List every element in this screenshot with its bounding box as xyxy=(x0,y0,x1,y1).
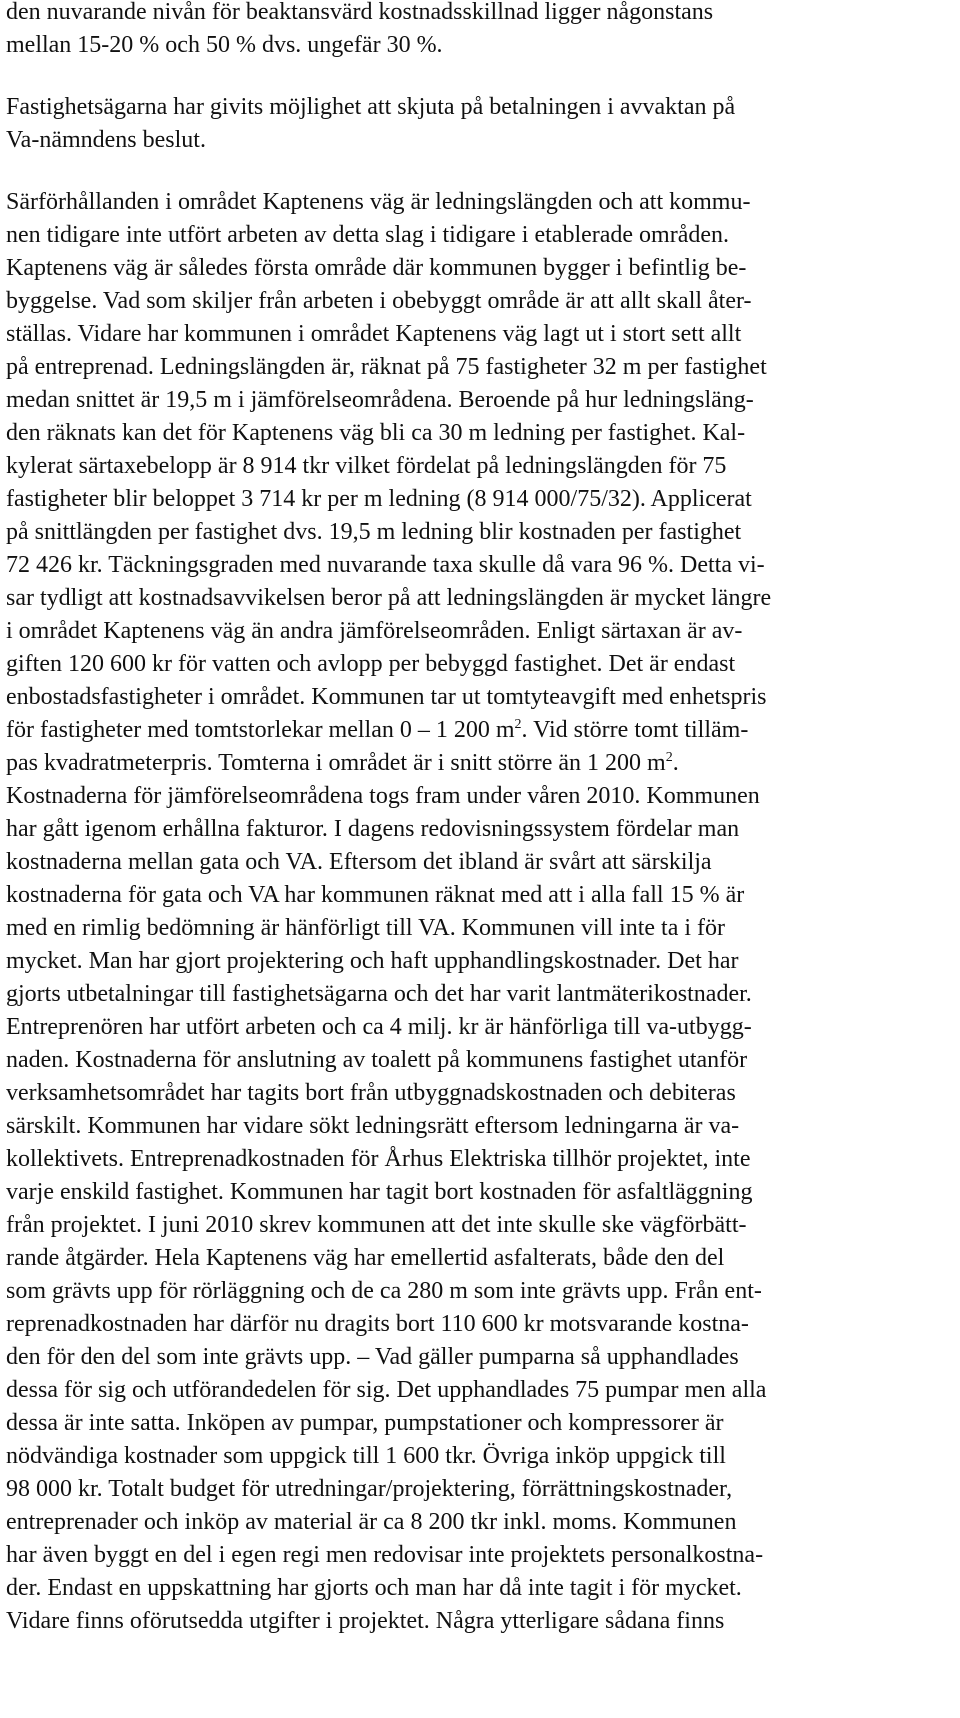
text-line: giften 120 600 kr för vatten och avlopp per bebyggd fastighet. Det är endast xyxy=(6,651,736,677)
text-line: gjorts utbetalningar till fastighetsägarna och det har varit lantmäterikostnader. xyxy=(6,981,752,1007)
text-line: kostnaderna mellan gata och VA. Eftersom det ibland är svårt att särskilja xyxy=(6,849,712,875)
text-line: Va-nämndens beslut. xyxy=(6,127,206,153)
text-line: på snittlängden per fastighet dvs. 19,5 m ledning blir kostnaden per fastighet xyxy=(6,519,742,545)
text-line: verksamhetsområdet har tagits bort från utbyggnadskostnaden och debiteras xyxy=(6,1080,736,1106)
text-line: byggelse. Vad som skiljer från arbeten i obebyggt område är att allt skall åter- xyxy=(6,288,752,314)
text-line: dessa för sig och utförandedelen för sig. Det upphandlades 75 pumpar men alla xyxy=(6,1377,767,1403)
text-segment: . xyxy=(672,750,679,776)
text-line: der. Endast en uppskattning har gjorts och man har då inte tagit i för mycket. xyxy=(6,1575,742,1601)
superscript: 2 xyxy=(665,750,673,765)
text-line: som grävts upp för rörläggning och de ca 280 m som inte grävts upp. Från ent- xyxy=(6,1278,762,1304)
text-segment: . Vid större tomt tilläm- xyxy=(521,717,749,743)
text-line: nen tidigare inte utfört arbeten av detta slag i tidigare i etablerade områden. xyxy=(6,222,730,248)
text-line: den räknats kan det för Kaptenens väg bli ca 30 m ledning per fastighet. Kal- xyxy=(6,420,746,446)
superscript: 2 xyxy=(514,717,522,732)
text-line: rande åtgärder. Hela Kaptenens väg har emellertid asfalterats, både den del xyxy=(6,1245,725,1271)
text-line: Särförhållanden i området Kaptenens väg är ledningslängden och att kommu- xyxy=(6,189,751,215)
text-line: dessa är inte satta. Inköpen av pumpar, pumpstationer och kompressorer är xyxy=(6,1410,724,1436)
text-line xyxy=(6,746,679,780)
text-line: entreprenader och inköp av material är ca 8 200 tkr inkl. moms. Kommunen xyxy=(6,1509,737,1535)
text-line: naden. Kostnaderna för anslutning av toalett på kommunens fastighet utanför xyxy=(6,1047,748,1073)
text-line: sar tydligt att kostnadsavvikelsen beror på att ledningslängden är mycket längre xyxy=(6,585,772,611)
text-line: 98 000 kr. Totalt budget för utredningar/projektering, förrättningskostnader, xyxy=(6,1476,733,1502)
text-line: har gått igenom erhållna fakturor. I dagens redovisningssystem fördelar man xyxy=(6,816,740,842)
text-line: kostnaderna för gata och VA har kommunen räknat med att i alla fall 15 % är xyxy=(6,882,745,908)
text-line: 72 426 kr. Täckningsgraden med nuvarande taxa skulle då vara 96 %. Detta vi- xyxy=(6,552,765,578)
text-line: i området Kaptenens väg än andra jämförelseområden. Enligt särtaxan är av- xyxy=(6,618,743,644)
text-line: med en rimlig bedömning är hänförligt till VA. Kommunen vill inte ta i för xyxy=(6,915,726,941)
text-line: Vidare finns oförutsedda utgifter i projektet. Några ytterligare sådana finns xyxy=(6,1608,725,1634)
text-line: fastigheter blir beloppet 3 714 kr per m ledning (8 914 000/75/32). Applicerat xyxy=(6,486,752,512)
text-line: nödvändiga kostnader som uppgick till 1 600 tkr. Övriga inköp uppgick till xyxy=(6,1443,726,1469)
text-segment: pas kvadratmeterpris. Tomterna i området är i snitt större än 1 200 m xyxy=(6,750,666,776)
text-line: varje enskild fastighet. Kommunen har tagit bort kostnaden för asfaltläggning xyxy=(6,1179,753,1205)
text-line: särskilt. Kommunen har vidare sökt ledningsrätt eftersom ledningarna är va- xyxy=(6,1113,740,1139)
text-line: enbostadsfastigheter i området. Kommunen tar ut tomtyteavgift med enhetspris xyxy=(6,684,767,710)
text-line: kylerat särtaxebelopp är 8 914 tkr vilket fördelat på ledningslängden för 75 xyxy=(6,453,727,479)
text-line: medan snittet är 19,5 m i jämförelseområdena. Beroende på hur ledningsläng- xyxy=(6,387,754,413)
text-line: på entreprenad. Ledningslängden är, räknat på 75 fastigheter 32 m per fastighet xyxy=(6,354,767,380)
text-line: den för den del som inte grävts upp. – Vad gäller pumparna så upphandlades xyxy=(6,1344,739,1370)
text-line: den nuvarande nivån för beaktansvärd kostnadsskillnad ligger någonstans xyxy=(6,0,714,25)
text-line xyxy=(6,713,748,747)
text-line: reprenadkostnaden har därför nu dragits bort 110 600 kr motsvarande kostna- xyxy=(6,1311,749,1337)
text-line: från projektet. I juni 2010 skrev kommunen att det inte skulle ske vägförbätt- xyxy=(6,1212,747,1238)
text-line: kollektivets. Entreprenadkostnaden för Århus Elektriska tillhör projektet, inte xyxy=(6,1146,751,1172)
text-line: mellan 15-20 % och 50 % dvs. ungefär 30 %. xyxy=(6,32,443,58)
text-line: Fastighetsägarna har givits möjlighet att skjuta på betalningen i avvaktan på xyxy=(6,94,736,120)
text-line: har även byggt en del i egen regi men redovisar inte projektets personalkostna- xyxy=(6,1542,764,1568)
text-line: Kostnaderna för jämförelseområdena togs fram under våren 2010. Kommunen xyxy=(6,783,760,809)
text-line: ställas. Vidare har kommunen i området Kaptenens väg lagt ut i stort sett allt xyxy=(6,321,742,347)
text-segment: för fastigheter med tomtstorlekar mellan 0 – 1 200 m xyxy=(6,717,515,743)
text-line: Entreprenören har utfört arbeten och ca 4 milj. kr är hänförliga till va-utbygg- xyxy=(6,1014,752,1040)
text-line: mycket. Man har gjort projektering och haft upphandlingskostnader. Det har xyxy=(6,948,739,974)
text-line: Kaptenens väg är således första område där kommunen bygger i befintlig be- xyxy=(6,255,747,281)
